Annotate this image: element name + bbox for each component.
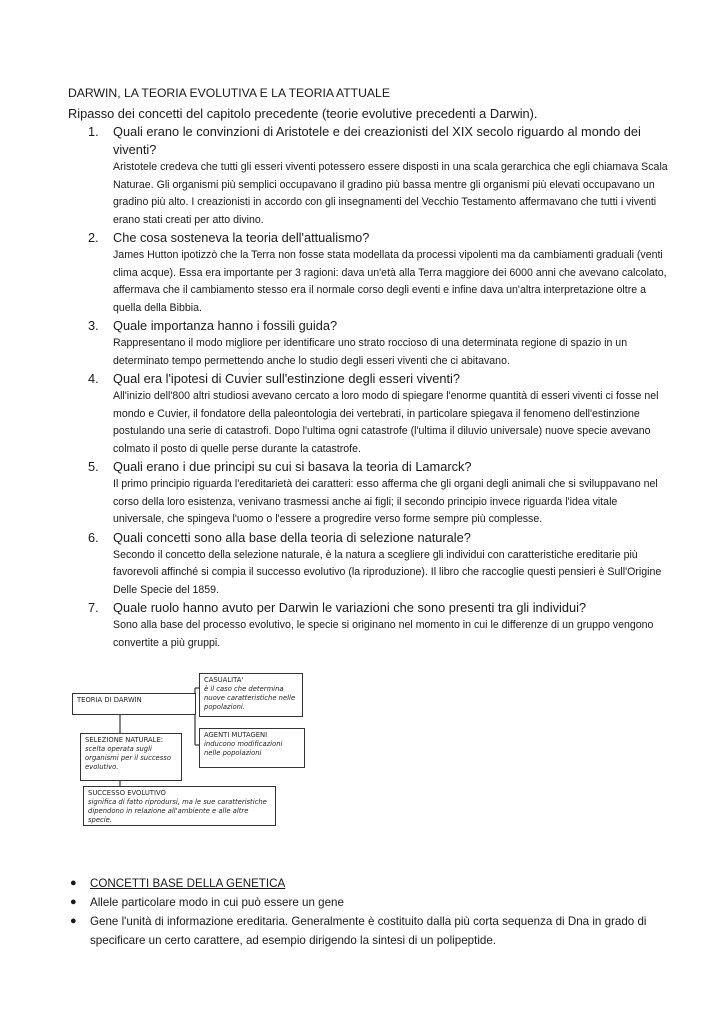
list-item [68, 458, 668, 529]
document-title: DARWIN, LA TEORIA EVOLUTIVA E LA TEORIA ATTUALE [68, 86, 390, 100]
box-body: significa di fatto riprodursi, ma le sue caratteristiche dipendono in relazione all'ambiente e alle altre specie. [88, 798, 267, 824]
question-number: 6. [88, 529, 99, 545]
question-text: Quali concetti sono alla base della teoria di selezione naturale? [113, 529, 471, 545]
bullet-text: Allele particolare modo in cui può essere un gene [90, 896, 344, 909]
list-item [68, 229, 668, 317]
bullet-text: Gene l'unità di informazione ereditaria. Generalmente è costituito dalla più corta sequenza di Dna in grado di specificare un certo carattere, ad esempio dirigendo la sintesi di un polipeptide. [90, 915, 647, 947]
box-heading: AGENTI MUTAGENI [204, 731, 268, 739]
teoria-darwin-box [72, 693, 196, 715]
document-subtitle: Ripasso dei concetti del capitolo precedente (teorie evolutive precedenti a Darwin). [68, 106, 538, 121]
question-number: 7. [88, 600, 99, 615]
question-number: 3. [88, 318, 99, 333]
question-text: Quali erano le convinzioni di Aristotele e dei creazionisti del XIX secolo riguardo al mondo dei viventi? [113, 124, 641, 157]
answer-text: Secondo il concetto della selezione naturale, è la natura a scegliere gli individui con caratteristiche ereditarie più favorevoli affinché si compia il successo evolutivo (la riproduzione). Il libro che raccoglie questi pensieri è Sull'Origine Delle Specie del 1859. [113, 548, 662, 596]
bullet-icon: ● [70, 896, 77, 908]
casualita-box [199, 673, 303, 717]
answer-text: Sono alla base del processo evolutivo, le specie si originano nel momento in cui le differenze di un gruppo vengono convertite a più gruppi. [113, 619, 654, 649]
answer-text: Rappresentano il modo migliore per identificare uno strato roccioso di una determinata regione di spazio in un determinato tempo permettendo anche lo studio degli esseri viventi che ci abitavano. [113, 337, 628, 367]
answer-text: Il primo principio riguarda l'ereditarietà dei caratteri: esso afferma che gli organi degli animali che si sviluppavano nel corso della loro esistenza, venivano trasmessi anche ai figli; il secondo principio invece riguarda l'idea vitale universale, che spingeva l'uomo o l'essere a progredire verso forme sempre più complesse. [113, 478, 658, 525]
question-text: Qual era l'ipotesi di Cuvier sull'estinzione degli esseri viventi? [113, 371, 461, 386]
answer-text: James Hutton ipotizzò che la Terra non fosse stata modellata da processi vipolenti ma da cambiamenti graduali (venti clima acque). Essa era importante per 3 ragioni: dava un'età alla Terra maggiore dei 6000 anni che avevano calcolato, affermava che il cambiamento stesso era il normale corso degli eventi e infine dava un'altra interpretazione oltre a quella della Bibbia. [113, 249, 667, 314]
question-text: Che cosa sosteneva la teoria dell'attualismo? [113, 230, 370, 245]
question-number: 2. [88, 230, 99, 245]
box-heading: SELEZIONE NATURALE: [85, 736, 164, 744]
list-item [68, 529, 668, 600]
agenti-mutageni-box [199, 728, 305, 768]
question-text: Quale ruolo hanno avuto per Darwin le variazioni che sono presenti tra gli individui? [113, 600, 587, 615]
successo-evolutivo-box [83, 786, 276, 826]
answer-text: Aristotele credeva che tutti gli esseri viventi potessero essere disposti in una scala gerarchica che egli chiamava Scala Naturae. Gli organismi più semplici occupavano il gradino più bassa mentre gli organismi più elevati occupavano un gradino più alto. I creazionisti in accordo con gli insegnamenti del Vecchio Testamento affermavano che tutti i viventi erano stati creati per atto divino. [113, 161, 668, 226]
box-heading: SUCCESSO EVOLUTIVO [88, 789, 166, 797]
box-body: inducono modificazioni nelle popolazioni [204, 740, 283, 757]
question-text: Quali erano i due principi su cui si basava la teoria di Lamarck? [113, 459, 472, 474]
genetics-list [68, 874, 668, 950]
box-heading: CASUALITA' [204, 676, 244, 684]
bullet-icon: ● [70, 915, 77, 927]
answer-text: All'inizio dell'800 altri studiosi avevano cercato a loro modo di spiegare l'enorme quantità di esseri viventi ci fosse nel mondo e Cuvier, il fondatore della paleontologia dei vertebrati, in particolare spiegava il fenomeno dell'estinzione postulando una serie di catastrofi. Dopo l'ultima ogni catastrofe (l'ultima il diluvio universale) nuove specie avevano colmato il posto di quelle perse durante la catastrofe. [113, 390, 659, 455]
question-list [68, 123, 668, 652]
box-heading: TEORIA DI DARWIN [77, 696, 142, 704]
question-number: 5. [88, 459, 99, 474]
selezione-naturale-box [80, 733, 182, 781]
list-item [68, 370, 668, 458]
list-item [68, 317, 668, 370]
list-item [68, 893, 668, 912]
list-item [68, 912, 668, 950]
list-item [68, 599, 668, 652]
question-number: 4. [88, 371, 99, 386]
bullet-icon: ● [70, 877, 77, 889]
section-heading: CONCETTI BASE DELLA GENETICA [90, 877, 286, 890]
question-number: 1. [88, 124, 99, 139]
question-text: Quale importanza hanno i fossili guida? [113, 318, 338, 333]
list-item [68, 123, 668, 229]
list-item [68, 874, 668, 893]
box-body: scelta operata sugli organismi per il successo evolutivo. [85, 745, 171, 771]
box-body: è il caso che determina nuove caratteristiche nelle popolazioni. [204, 685, 296, 711]
